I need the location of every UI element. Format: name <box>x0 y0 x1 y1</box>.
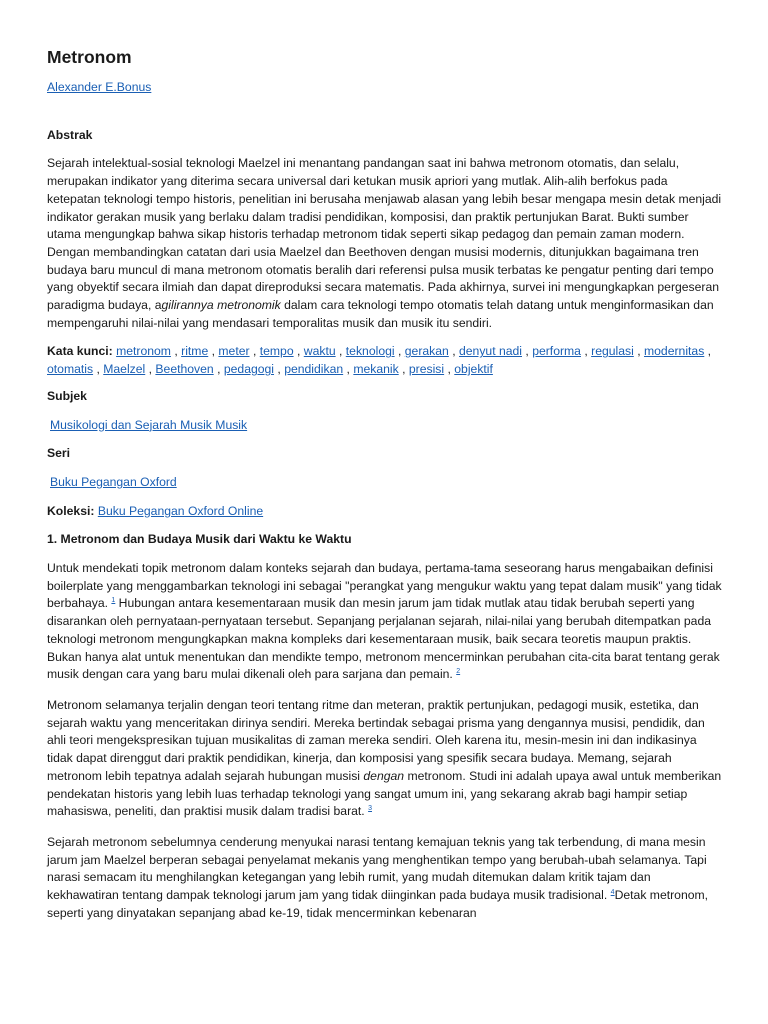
keyword-separator: , <box>249 344 260 359</box>
abstract-text-1: Sejarah intelektual-sosial teknologi Maelzel ini menantang pandangan saat ini bahwa metronom otomatis, dan selalu, merupakan indikator yang diterima secara universal dari ketukan musik apriori yang mutlak. Alih-alih berfokus pada ketepatan teknologi tempo historis, penelitian ini berusaha menjawab alasan yang lebih besar mengapa mesin detak menjadi indikator gerakan musik yang berlaku dalam tradisi pendidikan, komposisi, dan praktik pertunjukan Barat. Bukti sumber utama mengungkap bahwa sikap historis terhadap metronom tidak seperti sikap pedagog dan pemain zaman modern. Dengan membandingkan catatan dari usia Maelzel dan Beethoven dengan musisi modernis, ditunjukkan bagaimana tren budaya baru muncul di mana metronom otomatis beralih dari referensi pulsa musik terbatas ke pengatur penting dari tempo yang obyektif secara ilmiah dan dapat direproduksi secara matematis. Pada akhirnya, survei ini mengungkapkan pergeseran paradigma budaya, a <box>47 156 722 313</box>
keyword-separator: , <box>343 362 354 377</box>
keyword-link[interactable]: teknologi <box>345 344 395 359</box>
keyword-separator: , <box>444 362 455 377</box>
keyword-link[interactable]: metronom <box>116 344 171 359</box>
series-line <box>47 474 722 492</box>
abstract-italic: gilirannya metronomik <box>161 298 281 313</box>
keyword-link[interactable]: pendidikan <box>284 362 344 377</box>
keyword-separator: , <box>704 344 712 359</box>
keyword-link[interactable]: performa <box>532 344 581 359</box>
keyword-separator: , <box>522 344 533 359</box>
body-paragraph-1 <box>47 560 722 684</box>
keyword-separator: , <box>398 362 409 377</box>
keyword-link[interactable]: gerakan <box>404 344 449 359</box>
keyword-separator: , <box>208 344 219 359</box>
subject-link[interactable]: Musikologi dan Sejarah Musik Musik <box>50 417 248 432</box>
keyword-link[interactable]: Maelzel <box>103 362 146 377</box>
series-heading: Seri <box>47 446 71 461</box>
p3-text-b: Detak metronom, seperti yang dinyatakan sepanjang abad ke-19, tidak mencerminkan kebenaran <box>47 888 709 920</box>
keyword-link[interactable]: mekanik <box>353 362 399 377</box>
keyword-link[interactable]: pedagogi <box>223 362 275 377</box>
section-heading: 1. Metronom dan Budaya Musik dari Waktu ke Waktu <box>47 532 352 547</box>
p2-italic: dengan <box>363 768 405 783</box>
keyword-separator: , <box>293 344 304 359</box>
p3-text-a: Sejarah metronom sebelumnya cenderung menyukai narasi tentang kemajuan teknis yang tak terbendung, di mana mesin jarum jam Maelzel berperan sebagai penyelamat mekanis yang menghentikan tempo yang berubah-ubah selamanya. Tapi narasi semacam itu menghilangkan ketegangan yang lebih rumit, yang mudah ditemukan dalam kritik tajam dan kekhawatiran tentang dampak teknologi jarum jam yang tidak diinginkan pada budaya musik tradisional. <box>47 834 707 903</box>
keyword-link[interactable]: regulasi <box>591 344 634 359</box>
keyword-separator: , <box>580 344 592 359</box>
p2-text-a: Metronom selamanya terjalin dengan teori tentang ritme dan meteran, praktik pertunjukan, pedagogi musik, estetika, dan sejarah waktu yang menceritakan dirinya sendiri. Mereka bertindak sebagai prisma yang dengannya musisi, pendidik, dan ahli teori mengekspresikan tujuan musikalitas di zaman mereka sendiri. Oleh karena itu, mesin-mesin ini dan indikasinya tidak dapat direnggut dari praktik pendidikan, kinerja, dan komposisi yang spesifik secara budaya. Memang, sejarah metronom lebih tepatnya adalah sejarah hubungan musisi <box>47 697 705 783</box>
keyword-link[interactable]: presisi <box>408 362 445 377</box>
keyword-separator: , <box>145 362 156 377</box>
keyword-separator: , <box>394 344 405 359</box>
keyword-link[interactable]: Beethoven <box>155 362 214 377</box>
footnote-1-link[interactable]: 1 <box>111 597 116 605</box>
keyword-separator: , <box>170 344 182 359</box>
abstract-text-2: dalam cara teknologi tempo otomatis telah datang untuk menginformasikan dan mempengaruhi nilai-nilai yang mendasari temporalitas musik dan musik itu sendiri. <box>47 298 714 330</box>
subject-line <box>47 417 722 435</box>
article-title: Metronom <box>47 47 132 67</box>
footnote-4-link[interactable]: 4 <box>610 888 615 896</box>
keyword-separator: , <box>633 344 644 359</box>
body-paragraph-2 <box>47 697 722 821</box>
keyword-link[interactable]: otomatis <box>47 362 94 377</box>
body-paragraph-3 <box>47 834 722 923</box>
keyword-separator: , <box>93 362 104 377</box>
p2-text-b: metronom. Studi ini adalah upaya awal untuk memberikan pendekatan historis yang lebih luas terhadap teknologi yang sangat umum ini, yang sekarang akrab bagi hampir setiap mahasiswa, peneliti, dan praktisi musik dalam tradisi barat. <box>47 768 722 819</box>
keyword-separator: , <box>335 344 346 359</box>
abstract-heading: Abstrak <box>47 127 93 142</box>
keywords-label: Kata kunci: <box>47 344 113 359</box>
series-link[interactable]: Buku Pegangan Oxford <box>50 474 177 489</box>
collection-link[interactable]: Buku Pegangan Oxford Online <box>97 503 264 518</box>
collection-line <box>47 503 722 521</box>
p1-text-b: Hubungan antara kesementaraan musik dan mesin jarum jam tidak mutlak atau tidak berubah seperti yang disarankan oleh pernyataan-pernyataan tersebut. Sepanjang perjalanan sejarah, nilai-nilai yang berubah ditempatkan pada teknologi metronom mengungkapkan makna kompleks dari kesementaraan musik, baik secara teoretis maupun praktis. Bukan hanya alat untuk menentukan dan mendikte tempo, metronom mencerminkan perubahan cita-cita barat tentang gerak musik dengan cara yang baru mulai dikenali oleh para sarjana dan pemain. <box>47 596 720 682</box>
keyword-link[interactable]: denyut nadi <box>458 344 523 359</box>
keyword-link[interactable]: waktu <box>303 344 336 359</box>
footnote-3-link[interactable]: 3 <box>368 805 372 813</box>
author-link[interactable]: Alexander E.Bonus <box>47 80 152 94</box>
keyword-link[interactable]: tempo <box>259 344 294 359</box>
keyword-separator: , <box>213 362 224 377</box>
keywords-line <box>47 343 722 378</box>
keyword-link[interactable]: ritme <box>181 344 209 359</box>
p1-text-a: Untuk mendekati topik metronom dalam konteks sejarah dan budaya, pertama-tama seseorang harus mengabaikan definisi boilerplate yang menggambarkan teknologi ini sebagai "perangkat yang mengukur waktu yang tepat dalam musik" yang tidak berbahaya. <box>47 561 722 611</box>
keyword-link[interactable]: meter <box>218 344 250 359</box>
subject-heading: Subjek <box>47 388 87 403</box>
keyword-separator: , <box>448 344 459 359</box>
footnote-2-link[interactable]: 2 <box>456 668 461 676</box>
collection-label: Koleksi: <box>47 503 95 518</box>
keyword-link[interactable]: modernitas <box>644 344 705 359</box>
abstract-paragraph <box>47 155 722 332</box>
keyword-link[interactable]: objektif <box>454 362 493 377</box>
keyword-separator: , <box>274 362 285 377</box>
